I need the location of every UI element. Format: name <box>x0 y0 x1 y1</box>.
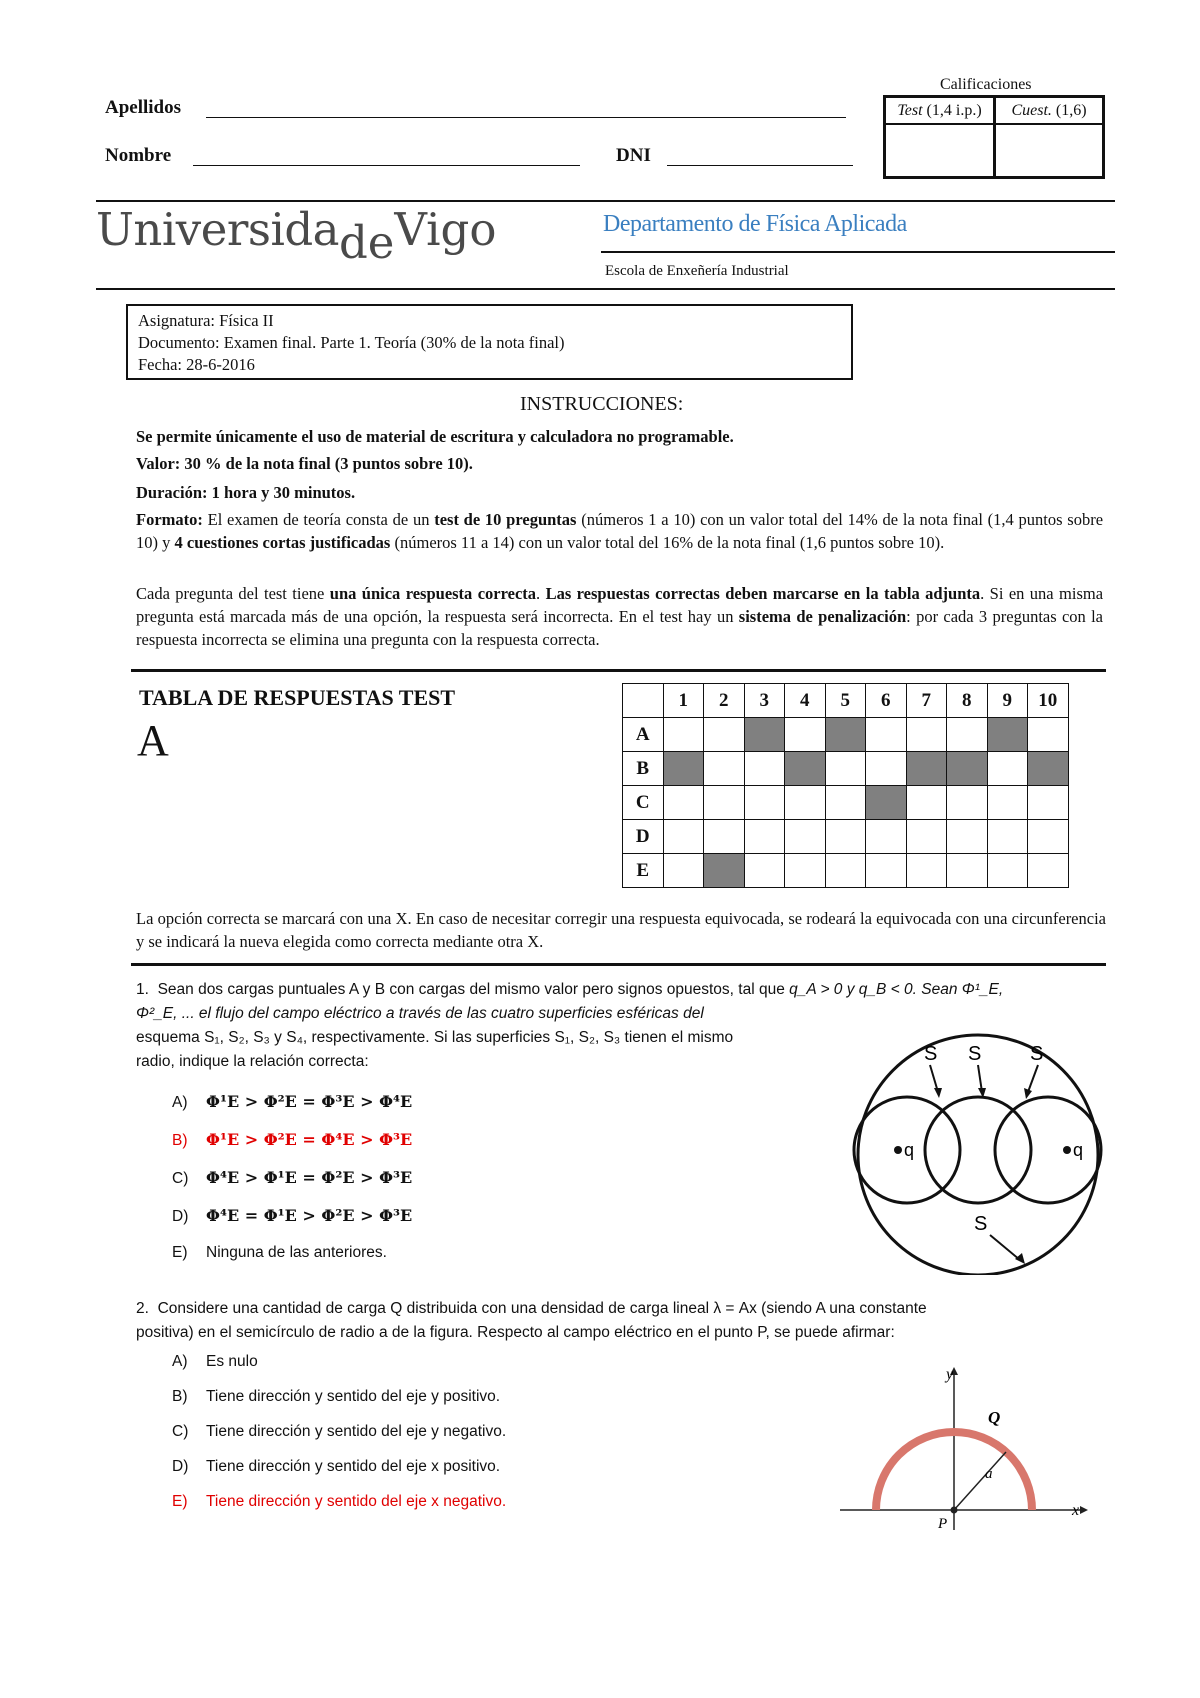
grades-col-cuest: Cuest. (1,6) <box>996 98 1102 125</box>
table-corner <box>623 684 664 718</box>
surface-s3 <box>995 1097 1101 1203</box>
row-header: A <box>623 718 664 752</box>
column-header: 4 <box>785 684 826 718</box>
answer-cell[interactable] <box>825 786 866 820</box>
answer-cell[interactable] <box>906 854 947 888</box>
exam-date: Fecha: 28-6-2016 <box>138 355 255 374</box>
column-header: 3 <box>744 684 785 718</box>
surface-s2 <box>925 1097 1031 1203</box>
row-header: D <box>623 820 664 854</box>
column-header: 1 <box>663 684 704 718</box>
answer-cell[interactable] <box>987 718 1028 752</box>
answer-cell[interactable] <box>744 854 785 888</box>
answer-cell[interactable] <box>1028 752 1069 786</box>
university-logo: UniversidadeVigo <box>96 203 497 269</box>
answer-cell[interactable] <box>947 786 988 820</box>
answer-cell[interactable] <box>663 718 704 752</box>
answer-cell[interactable] <box>785 786 826 820</box>
row-header: E <box>623 854 664 888</box>
answer-cell[interactable] <box>663 820 704 854</box>
answer-cell[interactable] <box>866 820 907 854</box>
answer-table-title: TABLA DE RESPUESTAS TEST <box>139 685 456 710</box>
column-header: 6 <box>866 684 907 718</box>
column-header: 5 <box>825 684 866 718</box>
answer-cell[interactable] <box>825 718 866 752</box>
answer-table <box>622 683 1069 888</box>
answer-cell[interactable] <box>906 786 947 820</box>
answer-cell[interactable] <box>906 718 947 752</box>
dni-field[interactable] <box>667 165 853 166</box>
question-1-option[interactable]: D) Φ⁴E = Φ¹E > Φ²E > Φ³E <box>172 1206 413 1225</box>
question-1-option[interactable]: E) Ninguna de las anteriores. <box>172 1244 387 1261</box>
answer-cell[interactable] <box>704 786 745 820</box>
answer-cell[interactable] <box>866 786 907 820</box>
answer-cell[interactable] <box>1028 820 1069 854</box>
document-type: Documento: Examen final. Parte 1. Teoría (30% de la nota final) <box>138 333 565 352</box>
answer-cell[interactable] <box>663 854 704 888</box>
answer-cell[interactable] <box>744 752 785 786</box>
label-s2: S <box>968 1043 982 1065</box>
label-s1: S <box>924 1043 938 1065</box>
semicircle-figure <box>840 1365 1090 1535</box>
answer-cell[interactable] <box>825 820 866 854</box>
answer-cell[interactable] <box>947 854 988 888</box>
answer-cell[interactable] <box>825 854 866 888</box>
answer-cell[interactable] <box>1028 718 1069 752</box>
answer-note: La opción correcta se marcará con una X. En caso de necesitar corregir una respuesta equivocada, se rodeará la equivocada con una circunferencia y se indicará la nueva elegida como correcta mediante otra X. <box>136 909 1106 951</box>
answer-cell[interactable] <box>825 752 866 786</box>
answer-cell[interactable] <box>987 820 1028 854</box>
answer-cell[interactable] <box>744 820 785 854</box>
grades-box <box>883 95 1105 179</box>
department-name: Departamento de Física Aplicada <box>603 211 907 237</box>
column-header: 7 <box>906 684 947 718</box>
column-header: 2 <box>704 684 745 718</box>
answer-cell[interactable] <box>947 820 988 854</box>
answer-cell[interactable] <box>866 718 907 752</box>
grades-col-test: Test (1,4 i.p.) <box>886 98 996 125</box>
test-version: A <box>137 716 169 765</box>
answer-cell[interactable] <box>744 786 785 820</box>
label-s3: S <box>1030 1043 1044 1065</box>
apellidos-label: Apellidos <box>105 97 182 118</box>
answer-cell[interactable] <box>987 752 1028 786</box>
answer-cell[interactable] <box>663 786 704 820</box>
label-qb: q <box>1073 1140 1084 1160</box>
answer-cell[interactable] <box>866 752 907 786</box>
nombre-field[interactable] <box>193 165 580 166</box>
grades-title: Calificaciones <box>940 76 1032 93</box>
label-y: y <box>946 1366 954 1383</box>
document-info-box <box>126 304 853 380</box>
subject: Asignatura: Física II <box>138 311 274 330</box>
instruction-duration: Duración: 1 hora y 30 minutos. <box>136 483 356 502</box>
answer-cell[interactable] <box>947 752 988 786</box>
answer-cell[interactable] <box>947 718 988 752</box>
nombre-label: Nombre <box>105 145 172 166</box>
charge-qb-dot <box>1063 1146 1071 1154</box>
answer-cell[interactable] <box>987 854 1028 888</box>
answer-cell[interactable] <box>744 718 785 752</box>
answer-cell[interactable] <box>987 786 1028 820</box>
answer-cell[interactable] <box>704 752 745 786</box>
answer-cell[interactable] <box>1028 854 1069 888</box>
column-header: 10 <box>1028 684 1069 718</box>
answer-cell[interactable] <box>906 820 947 854</box>
label-q: Q <box>988 1408 1001 1427</box>
question-1-text: 1. Sean dos cargas puntuales A y B con cargas del mismo valor pero signos opuestos, tal que q_A > 0 y q_B < 0. Sean Φ¹_E, Φ²_E, ... el flujo del campo eléctrico a través de las cuatro superficies esféricas del esquema S₁, S₂, S₃ y S₄, respectivamente. Si las superficies S₁, S₂, S₃ tienen el mismo radio, indique la relación correcta: <box>136 981 1004 1070</box>
answer-cell[interactable] <box>704 854 745 888</box>
answer-cell[interactable] <box>663 752 704 786</box>
answer-cell[interactable] <box>704 718 745 752</box>
answer-cell[interactable] <box>785 820 826 854</box>
instruction-value: Valor: 30 % de la nota final (3 puntos sobre 10). <box>136 454 473 473</box>
label-qa: q <box>904 1140 915 1160</box>
answer-cell[interactable] <box>785 718 826 752</box>
question-2-option[interactable]: B) Tiene dirección y sentido del eje y positivo. <box>172 1388 501 1405</box>
answer-cell[interactable] <box>704 820 745 854</box>
apellidos-field[interactable] <box>206 117 846 118</box>
grade-test-cell[interactable] <box>886 123 993 176</box>
charge-qa-dot <box>894 1146 902 1154</box>
dni-label: DNI <box>616 145 651 166</box>
instruction-materials: Se permite únicamente el uso de material de escritura y calculadora no programable. <box>136 427 734 446</box>
answer-cell[interactable] <box>785 752 826 786</box>
label-x: x <box>1072 1502 1080 1519</box>
label-s4: S <box>974 1213 988 1235</box>
answer-cell[interactable] <box>906 752 947 786</box>
question-2-option[interactable]: E) Tiene dirección y sentido del eje x negativo. <box>172 1493 507 1510</box>
gauss-surfaces-figure <box>850 1030 1110 1275</box>
instructions-title: INSTRUCCIONES: <box>520 393 684 415</box>
school-name: Escola de Enxeñería Industrial <box>605 263 789 279</box>
radius-line <box>954 1452 1006 1510</box>
label-a: a <box>985 1466 993 1482</box>
answer-cell[interactable] <box>866 854 907 888</box>
instruction-format: Formato: El examen de teoría consta de un test de 10 preguntas (números 1 a 10) con un valor total del 14% de la nota final (1,4 puntos sobre 10) y 4 cuestiones cortas justificadas (números 11 a 14) con un valor total del 16% de la nota final (1,6 puntos sobre 10). <box>136 510 1104 552</box>
question-1-option[interactable]: B) Φ¹E > Φ²E = Φ⁴E > Φ³E <box>172 1130 413 1149</box>
question-2-option[interactable]: C) Tiene dirección y sentido del eje y negativo. <box>172 1423 507 1440</box>
question-1-option[interactable]: C) Φ⁴E > Φ¹E = Φ²E > Φ³E <box>172 1168 413 1187</box>
question-2-option[interactable]: A) Es nulo <box>172 1353 258 1370</box>
row-header: B <box>623 752 664 786</box>
grade-cuest-cell[interactable] <box>996 123 1102 176</box>
column-header: 8 <box>947 684 988 718</box>
question-1-option[interactable]: A) Φ¹E > Φ²E = Φ³E > Φ⁴E <box>172 1092 413 1111</box>
instruction-answers: Cada pregunta del test tiene una única respuesta correcta. Las respuestas correctas deben marcarse en la tabla adjunta. Si en una misma pregunta está marcada más de una opción, la respuesta será incorrecta. En el test hay un sistema de penalización: por cada 3 preguntas con la respuesta incorrecta se elimina una pregunta con la respuesta correcta. <box>136 584 1104 649</box>
point-p <box>951 1507 958 1514</box>
row-header: C <box>623 786 664 820</box>
label-p: P <box>938 1516 948 1532</box>
question-2-text: 2. Considere una cantidad de carga Q distribuida con una densidad de carga lineal λ = Ax (siendo A una constante positiva) en el semicírculo de radio a de la figura. Respecto al campo eléctrico en el punto P, se puede afirmar: <box>136 1300 927 1341</box>
answer-cell[interactable] <box>1028 786 1069 820</box>
answer-cell[interactable] <box>785 854 826 888</box>
question-2-option[interactable]: D) Tiene dirección y sentido del eje x positivo. <box>172 1458 501 1475</box>
column-header: 9 <box>987 684 1028 718</box>
